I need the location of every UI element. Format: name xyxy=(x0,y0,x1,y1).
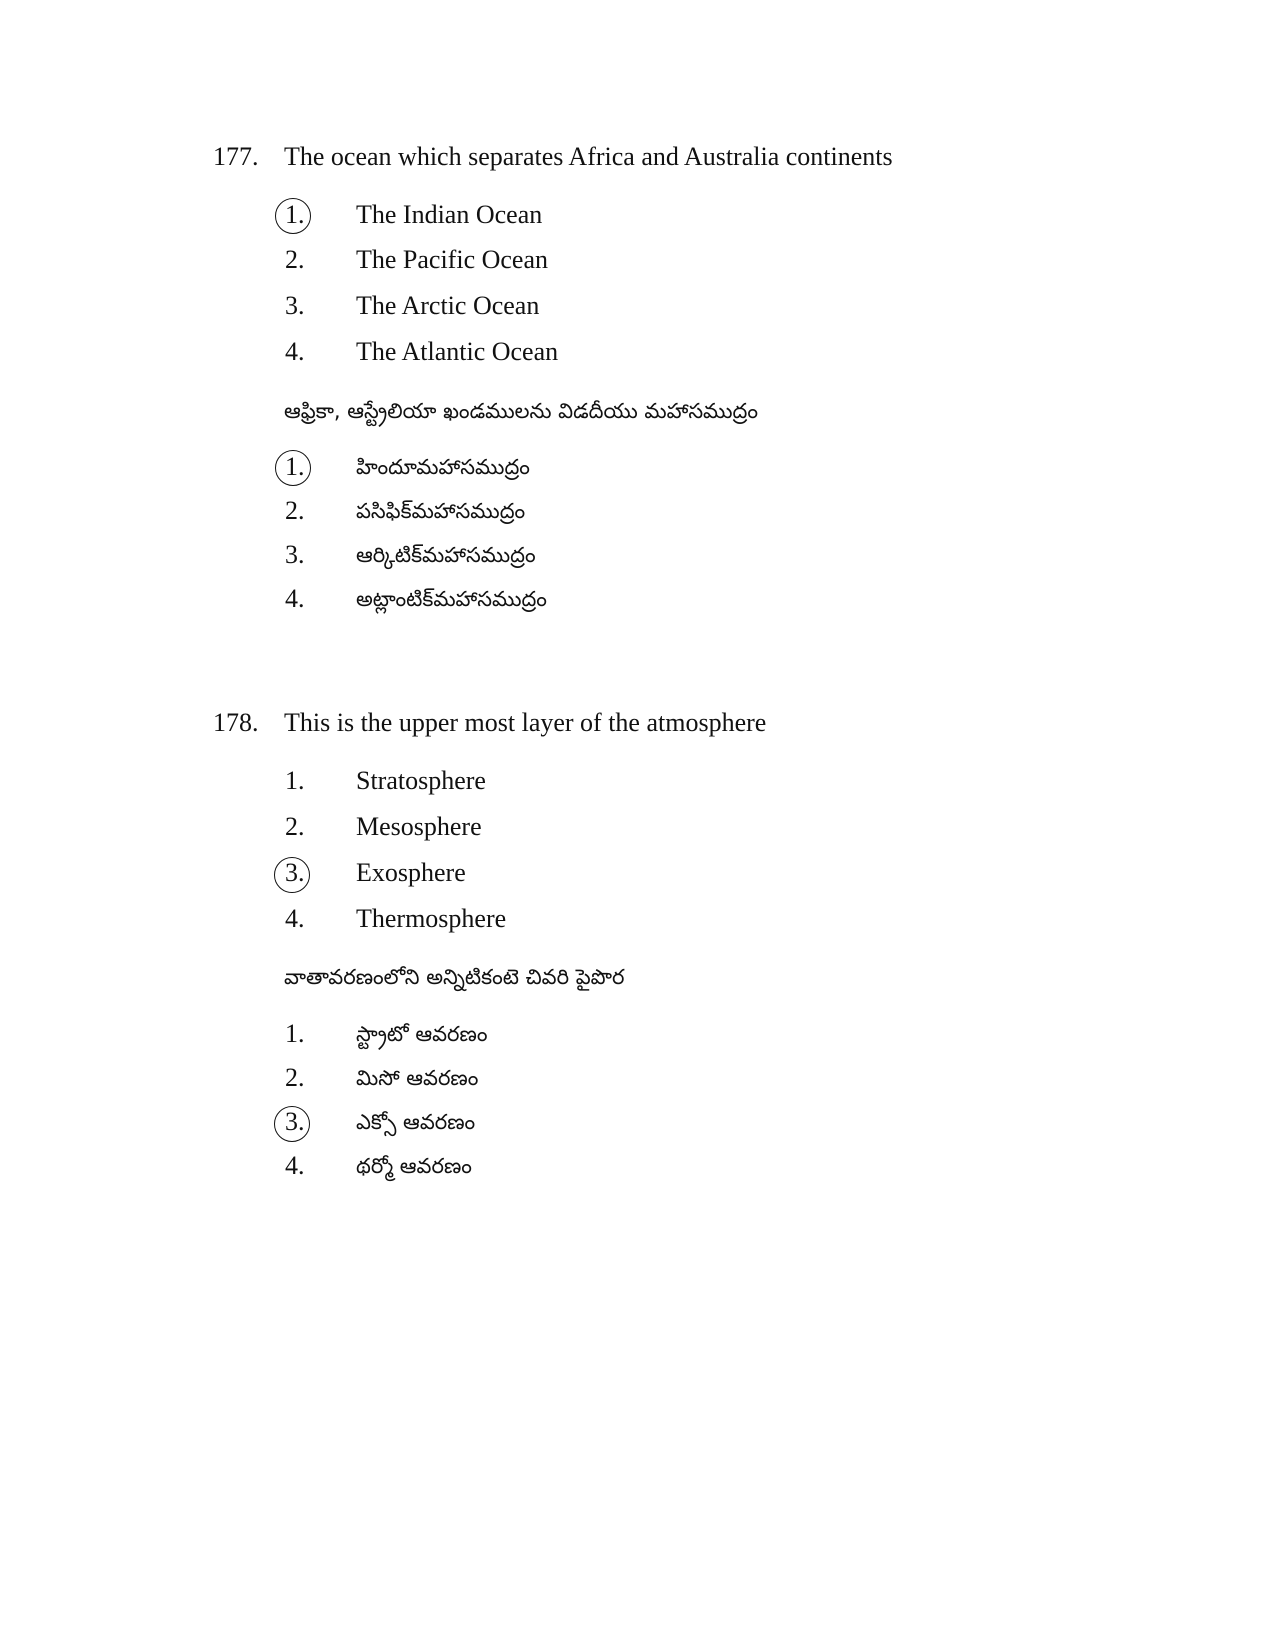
question-text-te: వాతావరణంలోని అన్నిటికంటె చివరి పైపొర xyxy=(284,965,625,989)
option-number: 2. xyxy=(285,496,305,525)
option-text: Exosphere xyxy=(356,858,466,887)
question-text-te: ఆఫ్రికా, ఆస్ట్రేలియా ఖండములను విడదీయు మహాసముద్రం xyxy=(284,399,759,423)
question-number: 178. xyxy=(213,708,259,737)
option-text-te: థర్మో ఆవరణం xyxy=(356,1154,472,1178)
option-number: 1. xyxy=(285,200,305,229)
option-text-te: ఎక్సో ఆవరణం xyxy=(356,1110,476,1134)
option-number: 3. xyxy=(285,291,305,320)
option-number: 1. xyxy=(285,452,305,481)
option-text: The Pacific Ocean xyxy=(356,245,549,274)
option-number: 4. xyxy=(285,1151,305,1180)
option-number: 4. xyxy=(285,584,305,613)
question-text-en: The ocean which separates Africa and Australia continents xyxy=(284,142,893,171)
option-number: 3. xyxy=(285,1107,305,1136)
option-text: The Arctic Ocean xyxy=(356,291,540,320)
option-text: The Indian Ocean xyxy=(356,200,543,229)
option-number: 4. xyxy=(285,337,305,366)
option-text: Stratosphere xyxy=(356,766,486,795)
option-text-te: హిందూమహాసముద్రం xyxy=(356,455,530,479)
question-text-en: This is the upper most layer of the atmosphere xyxy=(284,708,767,737)
option-number: 2. xyxy=(285,812,305,841)
option-text: Mesosphere xyxy=(356,812,482,841)
option-number: 4. xyxy=(285,904,305,933)
option-text: The Atlantic Ocean xyxy=(356,337,559,366)
option-text-te: మిసో ఆవరణం xyxy=(356,1066,479,1090)
option-text-te: ఆర్కిటిక్‌మహాసముద్రం xyxy=(356,543,536,567)
option-text: Thermosphere xyxy=(356,904,507,933)
option-text-te: పసిఫిక్‌మహాసముద్రం xyxy=(356,499,526,523)
option-number: 1. xyxy=(285,1019,305,1048)
option-text-te: స్ట్రాటో ఆవరణం xyxy=(356,1022,488,1046)
option-number: 3. xyxy=(285,540,305,569)
option-number: 3. xyxy=(285,858,305,887)
question-number: 177. xyxy=(213,142,259,171)
option-number: 2. xyxy=(285,245,305,274)
option-number: 1. xyxy=(285,766,305,795)
option-text-te: అట్లాంటిక్‌మహాసముద్రం xyxy=(356,587,547,611)
option-number: 2. xyxy=(285,1063,305,1092)
